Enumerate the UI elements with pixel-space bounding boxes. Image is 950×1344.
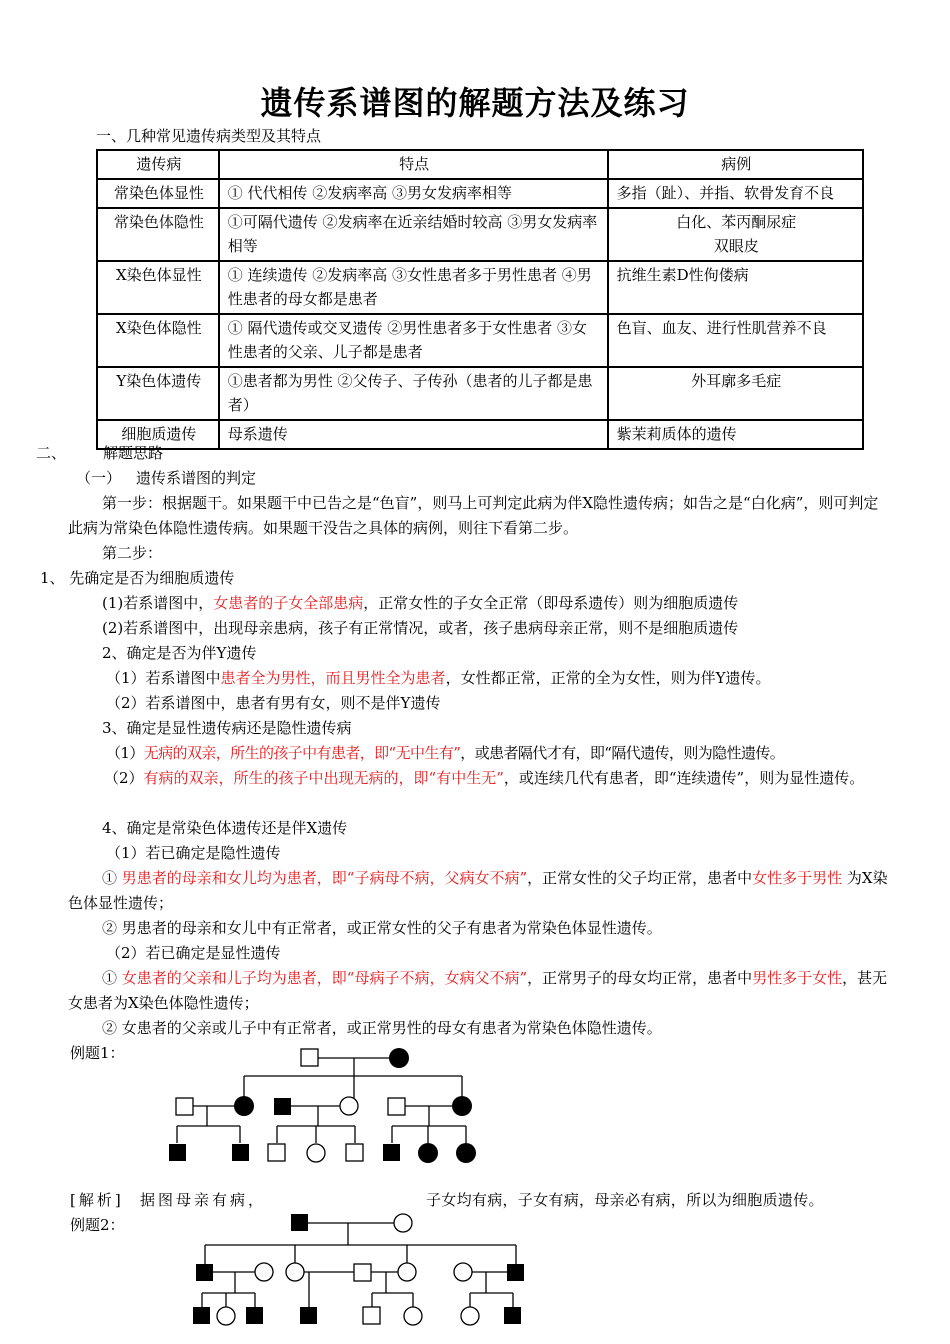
pedigree-normal-female (461, 1307, 479, 1325)
table-cell: 细胞质遗传 (97, 420, 219, 449)
table-row (97, 314, 863, 367)
table-header: 特点 (219, 150, 608, 179)
table-row (97, 179, 863, 208)
example2-label: 例题2： (70, 1216, 125, 1234)
table-cell: 母系遗传 (219, 420, 608, 449)
disease-table (96, 149, 864, 450)
table-row (97, 261, 863, 314)
table-cell: ① 隔代遗传或交叉遗传 ②男性患者多于女性患者 ③女性患者的父亲、儿子都是患者 (219, 314, 608, 367)
pedigree-normal-female (454, 1263, 472, 1281)
pedigree-normal-female (217, 1307, 235, 1325)
section2-heading: 解题思路 (103, 444, 164, 462)
subsection-number: （一） (76, 469, 122, 487)
table-cell: 色盲、血友、进行性肌营养不良 (608, 314, 863, 367)
point4b-heading: （2）若已确定是显性遗传 (106, 944, 281, 962)
point3b-paragraph: （2）有病的双亲，所生的孩子中出现无病的，即“有中生无”，或连续几代有患者，即“连续遗传”，则为显性遗传。 (104, 769, 865, 787)
table-cell-line: 白化、苯丙酮尿症 (676, 213, 797, 231)
point2a-paragraph: （1）若系谱图中患者全为男性，而且男性全为患者，女性都正常，正常的全为女性，则为伴Y遗传。 (106, 669, 771, 687)
pedigree-normal-female (394, 1214, 412, 1232)
pedigree-normal-male (176, 1098, 193, 1115)
pedigree-affected-female (234, 1096, 254, 1116)
analysis-text-2: 子女均有病，子女有病，母亲必有病，所以为细胞质遗传。 (426, 1191, 824, 1209)
page-title: 遗传系谱图的解题方法及练习 (260, 84, 690, 122)
pedigree-affected-male (274, 1098, 291, 1115)
step2-label: 第二步： (102, 544, 163, 562)
pedigree-normal-male (388, 1098, 405, 1115)
pedigree-normal-female (398, 1263, 416, 1281)
pedigree-affected-male (169, 1144, 186, 1161)
pedigree-chart-1 (160, 1038, 500, 1170)
table-cell: 外耳廓多毛症 (608, 367, 863, 420)
table-header: 病例 (608, 150, 863, 179)
point4-heading: 4、确定是常染色体遗传还是伴X遗传 (102, 819, 348, 837)
highlight-text: 女患者的子女全部患病 (213, 594, 364, 612)
analysis-label: [解析] (70, 1191, 124, 1209)
section1-heading: 一、几种常见遗传病类型及其特点 (96, 127, 322, 145)
pedigree-affected-male (193, 1307, 210, 1324)
pedigree-normal-male (346, 1144, 363, 1161)
pedigree-affected-male (300, 1307, 317, 1324)
point2b-paragraph: （2）若系谱图中，患者有男有女，则不是伴Y遗传 (106, 694, 441, 712)
table-cell: 抗维生素D性佝偻病 (608, 261, 863, 314)
table-cell: 紫茉莉质体的遗传 (608, 420, 863, 449)
step1-paragraph: 第一步：根据题干。如果题干中已告之是“色盲”，则马上可判定此病为伴X隐性遗传病；如告之是“白化病”，则可判定此病为常染色体隐性遗传病。如果题干没告之具体的病例，则往下看第二步。 (68, 494, 879, 537)
pedigree-affected-male (383, 1144, 400, 1161)
table-cell: 常染色体隐性 (97, 208, 219, 261)
section2-number: 二、 (36, 444, 67, 462)
highlight-text: 无病的双亲，所生的孩子中有患者，即“无中生有” (143, 744, 461, 762)
highlight-text: 男患者的母亲和女儿均为患者，即“子病母不病，父病女不病” (121, 869, 528, 887)
pedigree-affected-male (507, 1264, 524, 1281)
highlight-text: 患者全为男性，而且男性全为患者 (220, 669, 446, 687)
table-cell: 常染色体显性 (97, 179, 219, 208)
point4b1-paragraph: ① 女患者的父亲和儿子均为患者，即“母病子不病，女病父不病”，正常男子的母女均正常，患者中男性多于女性，甚无女患者为X染色体隐性遗传； (68, 969, 888, 1012)
pedigree-normal-male (354, 1264, 371, 1281)
highlight-text: 女性多于男性 (752, 869, 843, 887)
table-cell: ① 连续遗传 ②发病率高 ③女性患者多于男性患者 ④男性患者的母女都是患者 (219, 261, 608, 314)
point4a1-paragraph: ① 男患者的母亲和女儿均为患者，即“子病母不病，父病女不病”，正常女性的父子均正常，患者中女性多于男性 为X染色体显性遗传； (68, 869, 888, 912)
example1-label: 例题1： (70, 1044, 125, 1062)
pedigree-normal-female (307, 1144, 325, 1162)
point4a-heading: （1）若已确定是隐性遗传 (106, 844, 281, 862)
point4a2-paragraph: ② 男患者的母亲和女儿中有正常者，或正常女性的父子有患者为常染色体显性遗传。 (102, 919, 662, 937)
pedigree-affected-male (504, 1307, 521, 1324)
highlight-text: 男性多于女性 (752, 969, 843, 987)
table-cell: ①患者都为男性 ②父传子、子传孙（患者的儿子都是患者） (219, 367, 608, 420)
table-row (97, 367, 863, 420)
point1a-paragraph: (1)若系谱图中，女患者的子女全部患病，正常女性的子女全正常（即母系遗传）则为细胞质遗传 (102, 594, 739, 612)
table-cell: ①可隔代遗传 ②发病率在近亲结婚时较高 ③男女发病率相等 (219, 208, 608, 261)
pedigree-normal-female (340, 1097, 358, 1115)
pedigree-normal-female (286, 1263, 304, 1281)
table-row (97, 420, 863, 449)
pedigree-affected-male (232, 1144, 249, 1161)
point1b-paragraph: (2)若系谱图中，出现母亲患病，孩子有正常情况，或者，孩子患病母亲正常，则不是细胞质遗传 (102, 619, 739, 637)
table-header: 遗传病 (97, 150, 219, 179)
table-cell (608, 208, 863, 261)
pedigree-affected-female (456, 1143, 476, 1163)
pedigree-affected-male (291, 1214, 308, 1231)
pedigree-normal-female (404, 1307, 422, 1325)
highlight-text: 女患者的父亲和儿子均为患者，即“母病子不病，女病父不病” (121, 969, 528, 987)
table-header-row (97, 150, 863, 179)
highlight-text: 有病的双亲，所生的孩子中出现无病的，即“有中生无” (143, 769, 504, 787)
pedigree-affected-male (246, 1307, 263, 1324)
table-cell: 多指（趾）、并指、软骨发育不良 (608, 179, 863, 208)
pedigree-normal-female (255, 1263, 273, 1281)
pedigree-normal-male (268, 1144, 285, 1161)
point3-heading: 3、确定是显性遗传病还是隐性遗传病 (102, 719, 352, 737)
pedigree-normal-male (363, 1307, 380, 1324)
pedigree-affected-female (389, 1048, 409, 1068)
table-cell: X染色体隐性 (97, 314, 219, 367)
table-row (97, 208, 863, 261)
point1-heading: 1、 先确定是否为细胞质遗传 (40, 569, 235, 587)
analysis-text-1: 据图母亲有病， (140, 1191, 267, 1209)
subsection-title: 遗传系谱图的判定 (136, 469, 257, 487)
pedigree-affected-female (418, 1143, 438, 1163)
pedigree-affected-female (452, 1096, 472, 1116)
point2-heading: 2、确定是否为伴Y遗传 (102, 644, 257, 662)
point3a-paragraph: （1）无病的双亲，所生的孩子中有患者，即“无中生有”，或患者隔代才有，即“隔代遗传，则为隐性遗传。 (106, 744, 785, 762)
pedigree-normal-male (301, 1049, 318, 1066)
pedigree-affected-male (196, 1264, 213, 1281)
table-cell-line: 双眼皮 (713, 237, 759, 255)
table-cell: Y染色体遗传 (97, 367, 219, 420)
point4b2-paragraph: ② 女患者的父亲或儿子中有正常者，或正常男性的母女有患者为常染色体隐性遗传。 (102, 1019, 662, 1037)
table-cell: X染色体显性 (97, 261, 219, 314)
table-cell: ① 代代相传 ②发病率高 ③男女发病率相等 (219, 179, 608, 208)
pedigree-chart-2 (180, 1208, 530, 1344)
